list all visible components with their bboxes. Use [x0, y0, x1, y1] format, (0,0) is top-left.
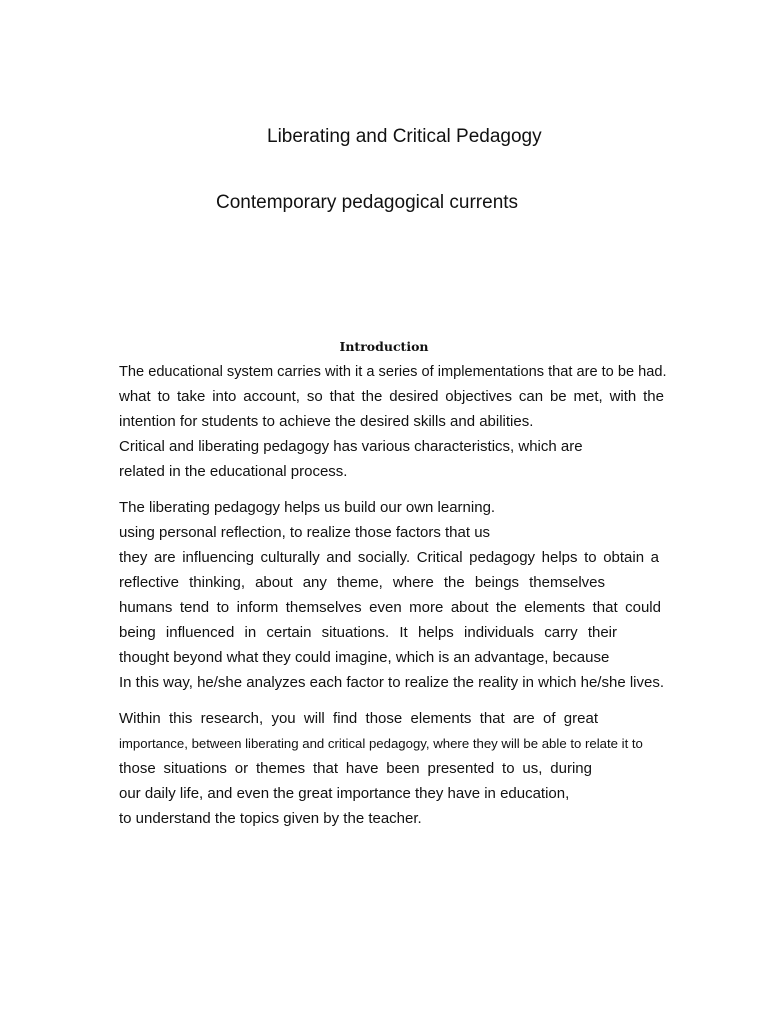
section-heading: Introduction [339, 339, 429, 354]
paragraph-line: importance, between liberating and critical pedagogy, where they will be able to relate it to [119, 736, 643, 751]
paragraph-line: those situations or themes that have been presented to us, during [119, 760, 592, 777]
paragraph-line: intention for students to achieve the desired skills and abilities. [119, 413, 534, 430]
paragraph-line: what to take into account, so that the desired objectives can be met, with the [119, 388, 664, 405]
document-subtitle: Contemporary pedagogical currents [216, 192, 519, 213]
paragraph-line: reflective thinking, about any theme, where the beings themselves [119, 574, 605, 591]
paragraph-line: using personal reflection, to realize those factors that us [119, 524, 491, 541]
paragraph-line: Within this research, you will find those elements that are of great [119, 710, 598, 727]
paragraph-line: humans tend to inform themselves even more about the elements that could [119, 599, 661, 616]
paragraph-line: Critical and liberating pedagogy has various characteristics, which are [119, 438, 583, 455]
paragraph-line: thought beyond what they could imagine, which is an advantage, because [119, 649, 610, 666]
paragraph-line: to understand the topics given by the teacher. [119, 810, 422, 827]
paragraph-line: In this way, he/she analyzes each factor to realize the reality in which he/she lives. [119, 674, 665, 691]
paragraph-line: The liberating pedagogy helps us build our own learning. [119, 499, 496, 516]
paragraph-line: The educational system carries with it a series of implementations that are to be had. [119, 364, 667, 380]
paragraph-line: related in the educational process. [119, 463, 348, 480]
paragraph-line: they are influencing culturally and socially. Critical pedagogy helps to obtain a [119, 549, 659, 566]
paragraph-line: our daily life, and even the great importance they have in education, [119, 785, 570, 802]
document-title: Liberating and Critical Pedagogy [267, 126, 542, 147]
paragraph-line: being influenced in certain situations. It helps individuals carry their [119, 624, 617, 641]
